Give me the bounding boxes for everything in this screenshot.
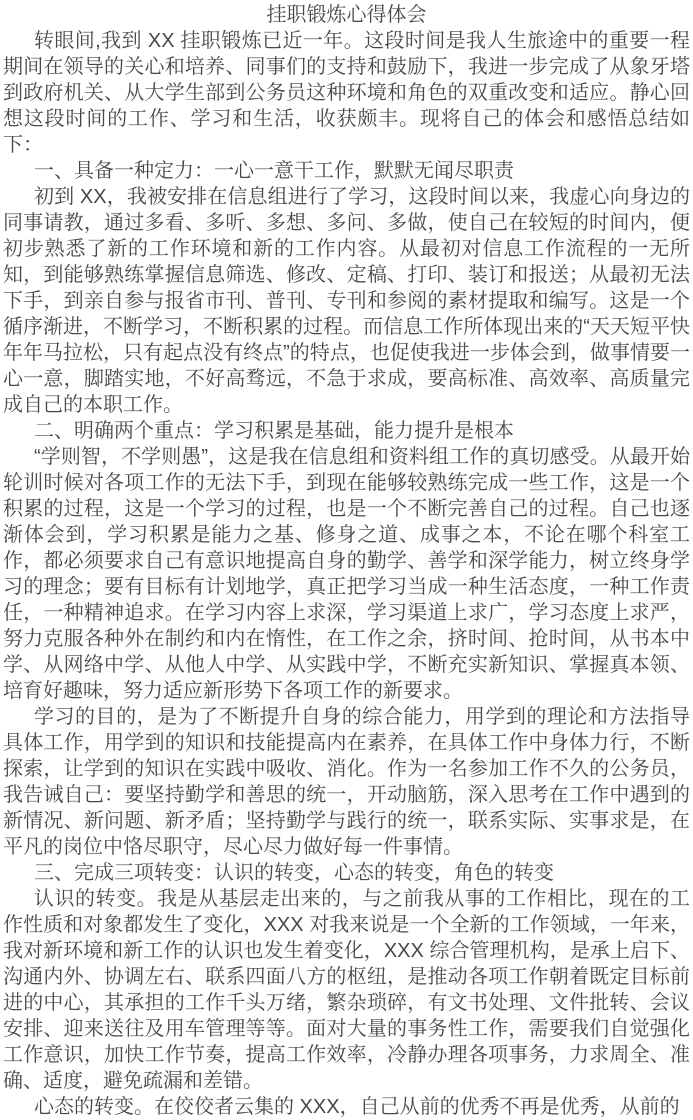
paragraph-section3-body-1: 认识的转变。我是从基层走出来的，与之前我从事的工作相比，现在的工作性质和对象都发生了变化，XXX 对我来说是一个全新的工作领域，一年来，我对新环境和新工作的认识也发生着变化，XXX 综合管理机构，是承上启下、沟通内外、协调左右、联系四面八方的枢纽，是推动各项工作朝着既定目标前进的中心，其承担的工作千头万绪，繁杂琐碎，有文书处理、文件批转、会议安排、迎来送往及用车管理等等。面对大量的事务性工作，需要我们自觉强化工作意识，加快工作节奏，提高工作效率，冷静办理各项事务，力求周全、准确、适度，避免疏漏和差错。 — [3, 888, 690, 1092]
paragraph-section2-body-2: 学习的目的，是为了不断提升自身的综合能力，用学到的理论和方法指导具体工作，用学到的知识和技能提高内在素养，在具体工作中身体力行，不断探索，让学到的知识在实践中吸收、消化。作为一名参加工作不久的公务员，我告诫自己：要坚持勤学和善思的统一，开动脑筋，深入思考在工作中遇到的新情况、新问题、新矛盾；坚持勤学与践行的统一，联系实际、实事求是，在平凡的岗位中恪尽职守，尽心尽力做好每一件事情。 — [3, 706, 690, 858]
paragraph-section2-body-1: “学则智，不学则愚”，这是我在信息组和资料组工作的真切感受。从最开始轮训时候对各项工作的无法下手，到现在能够较熟练完成一些工作，这是一个积累的过程，这是一个学习的过程，也是一个不断完善自己的过程。自己也逐渐体会到，学习积累是能力之基、修身之道、成事之本，不论在哪个科室工作，都必须要求自己有意识地提高自身的勤学、善学和深学能力，树立终身学习的理念；要有目标有计划地学，真正把学习当成一种生活态度，一种工作责任，一种精神追求。在学习内容上求深，学习渠道上求广，学习态度上求严，努力克服各种外在制约和内在惰性，在工作之余，挤时间、抢时间，从书本中学、从网络中学、从他人中学、从实践中学，不断充实新知识、掌握真本领、培育好趣味，努力适应新形势下各项工作的新要求。 — [3, 446, 690, 702]
section-heading-1: 一、具备一种定力：一心一意干工作，默默无闻尽职责 — [34, 160, 514, 182]
paragraph-intro: 转眼间,我到 XX 挂职锻炼已近一年。这段时间是我人生旅途中的重要一程期间在领导的关心和培养、同事们的支持和鼓励下，我进一步完成了从象牙塔到政府机关、从大学生部到公务员这种环境和角色的双重改变和适应。静心回想这段时间的工作、学习和生活，收获颇丰。现将自己的体会和感悟总结如下： — [3, 30, 690, 156]
section-heading-3: 三、完成三项转变：认识的转变，心态的转变，角色的转变 — [34, 862, 554, 884]
paragraph-section1-body: 初到 XX，我被安排在信息组进行了学习，这段时间以来，我虚心向身边的同事请教，通过多看、多听、多想、多问、多做，使自己在较短的时间内，便初步熟悉了新的工作环境和新的工作内容。从最初对信息工作流程的一无所知，到能够熟练掌握信息筛选、修改、定稿、打印、装订和报送；从最初无法下手，到亲自参与报省市刊、普刊、专刊和参阅的素材提取和编写。这是一个循序渐进，不断学习，不断积累的过程。而信息工作所体现出来的“天天短平快年年马拉松，只有起点没有终点”的特点，也促使我进一步体会到，做事情要一心一意，脚踏实地，不好高骛远，不急于求成，要高标准、高效率、高质量完成自己的本职工作。 — [3, 186, 690, 416]
document-title: 挂职锻炼心得体会 — [266, 4, 427, 26]
section-heading-2: 二、明确两个重点：学习积累是基础，能力提升是根本 — [34, 420, 514, 442]
paragraph-section3-body-2-truncated: 心态的转变。在佼佼者云集的 XXX，自己从前的优秀不再是优秀，从前的 — [34, 1096, 680, 1118]
